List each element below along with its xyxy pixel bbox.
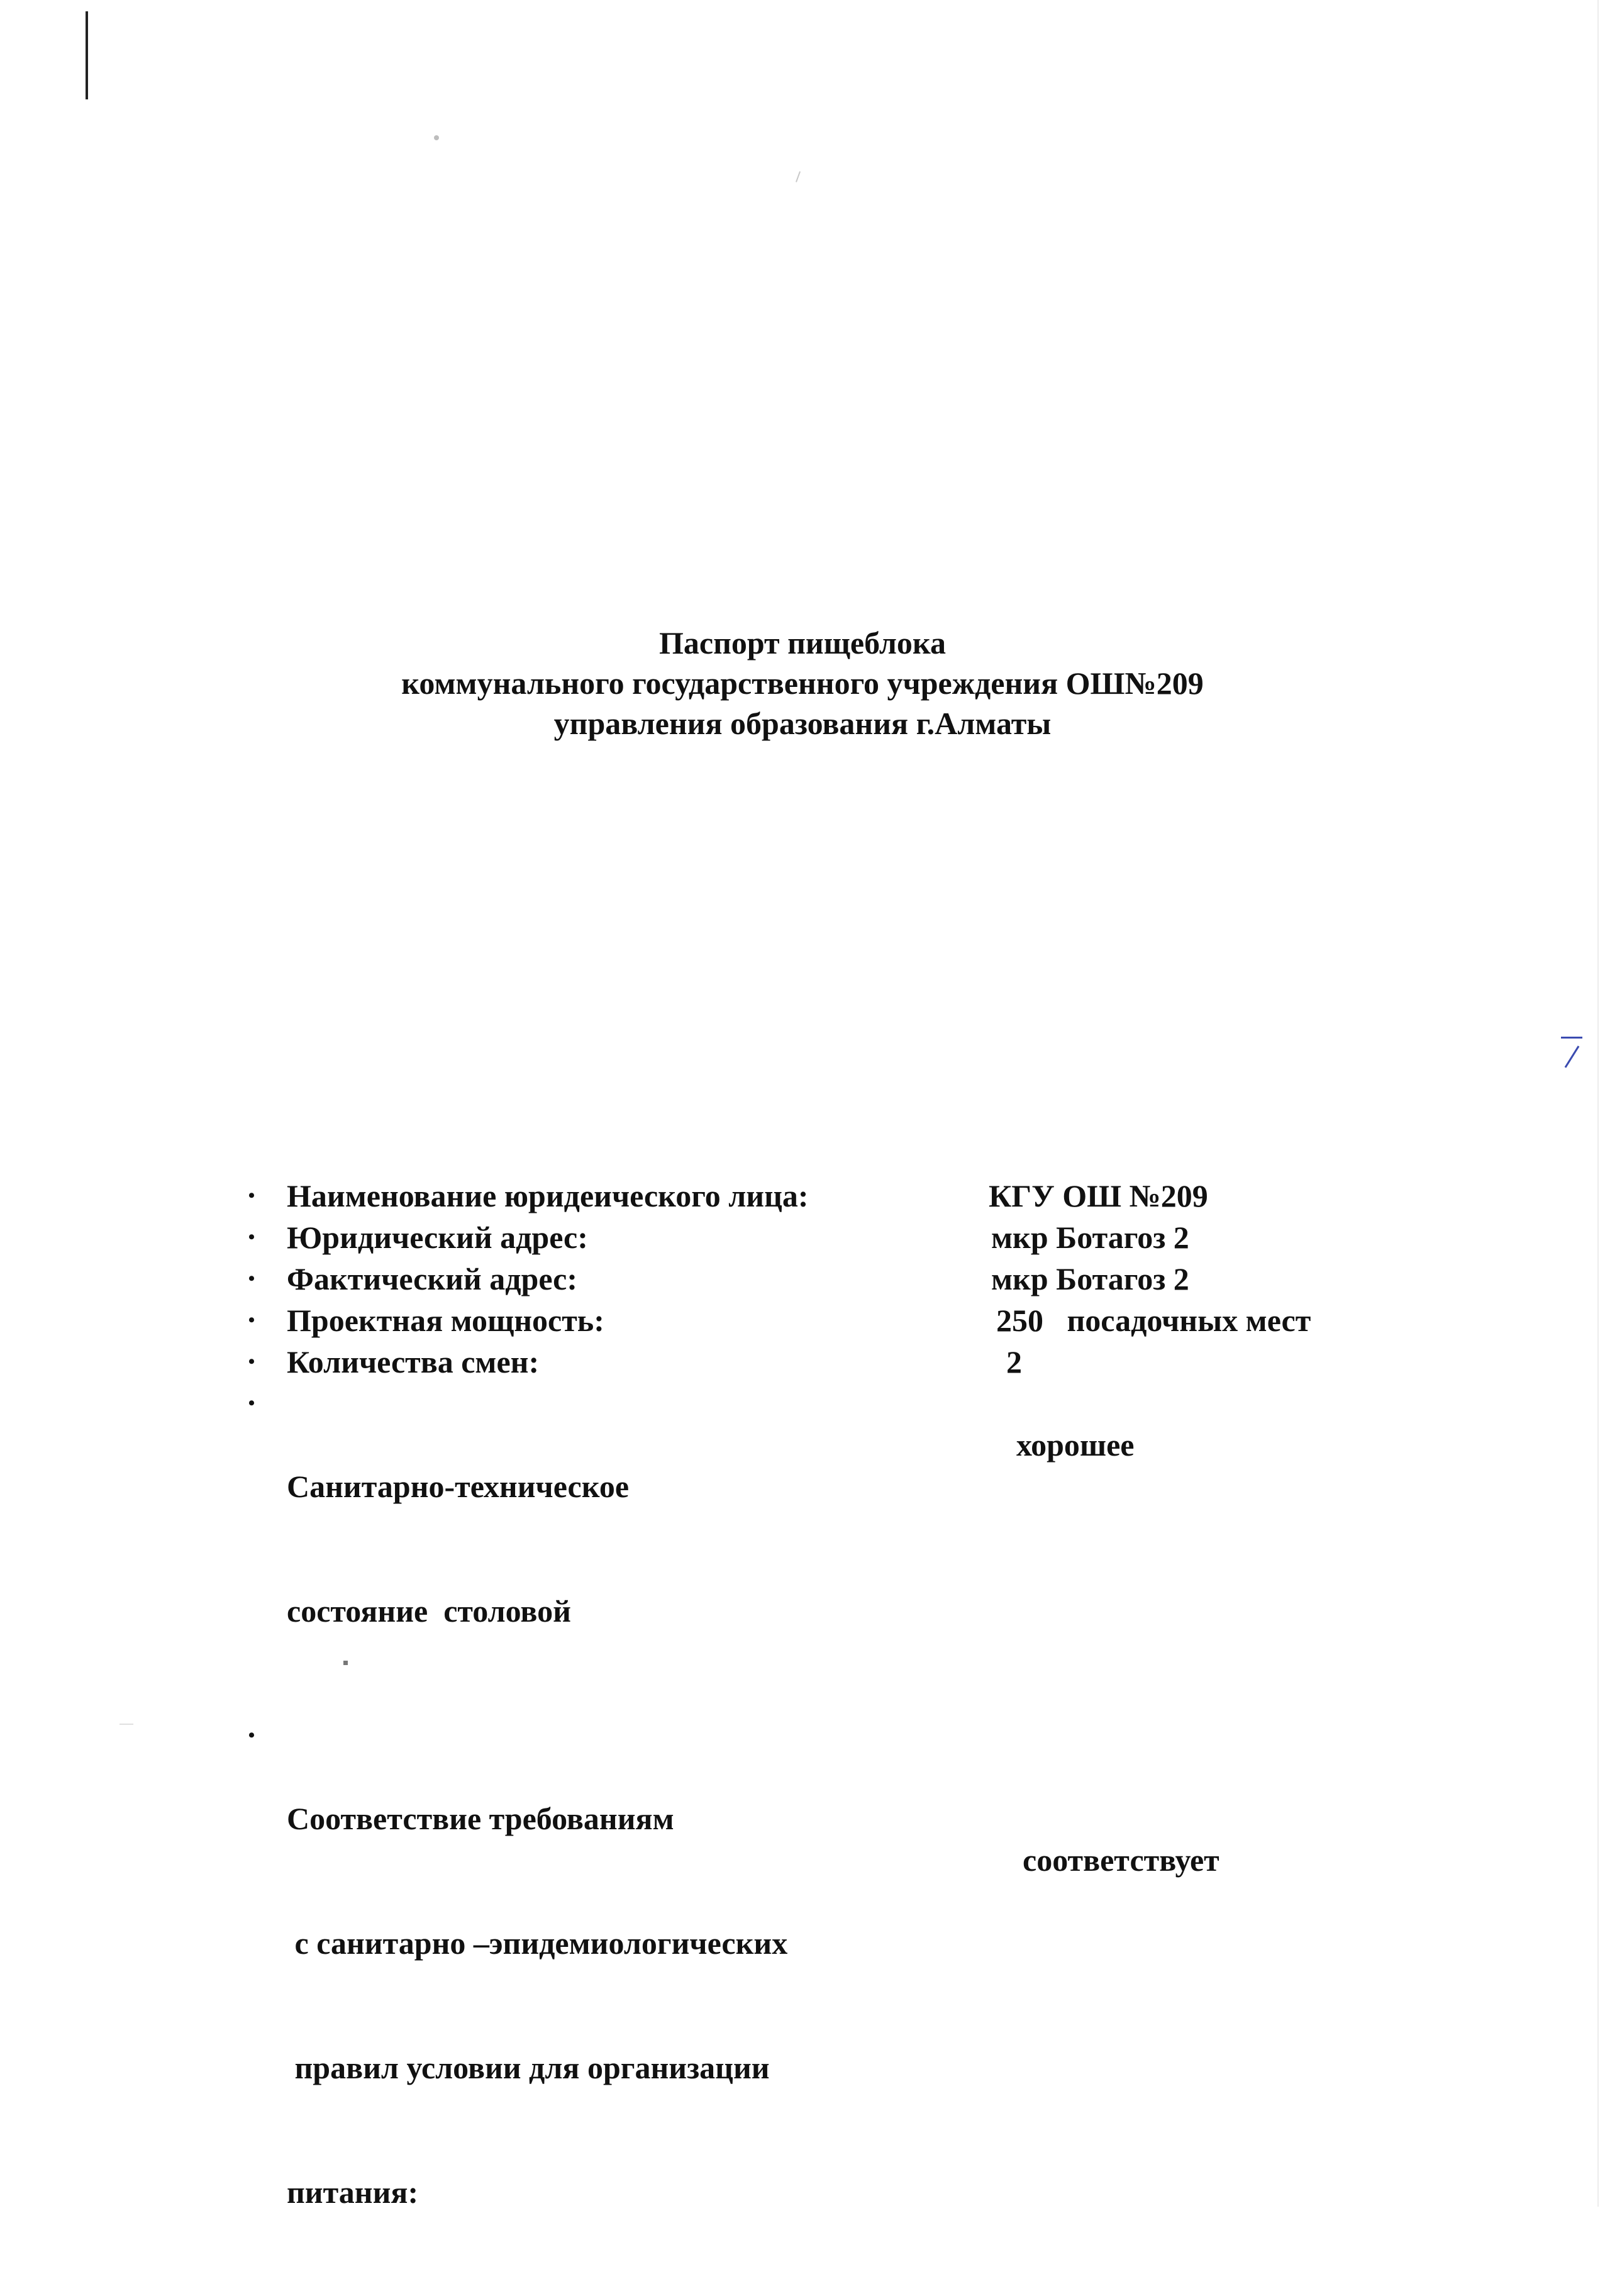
list-item — [239, 1715, 1497, 2296]
item-value: 2 — [1006, 1344, 1022, 1379]
item-label-line: состояние столовой — [287, 1593, 571, 1629]
list-item — [239, 1341, 1497, 1383]
item-label: Проектная мощность: — [287, 1303, 604, 1338]
list-item — [239, 1258, 1497, 1300]
scan-edge-line — [1597, 0, 1599, 2207]
item-label-line: питания: — [287, 2175, 419, 2210]
item-value: соответствует — [1023, 1842, 1219, 1878]
item-value: мкр Ботагоз 2 — [991, 1220, 1189, 1255]
scan-edge-mark — [86, 11, 88, 99]
item-value: КГУ ОШ №209 — [989, 1178, 1208, 1213]
scan-speck — [119, 1724, 133, 1725]
scan-speck — [434, 135, 439, 140]
item-label-line: с санитарно –эпидемиологических — [287, 1925, 788, 1961]
scan-speck — [796, 171, 801, 182]
list-item — [239, 1383, 1497, 1715]
list-item — [239, 1217, 1497, 1258]
pen-mark — [1565, 1045, 1580, 1068]
passport-items-list — [239, 1175, 1497, 2296]
bullet-icon: • — [248, 1185, 255, 1206]
list-item — [239, 1300, 1497, 1341]
item-label: Количества смен: — [287, 1344, 540, 1379]
item-label: Наименование юридеического лица: — [287, 1178, 809, 1213]
item-label — [287, 1383, 629, 1715]
item-value: мкр Ботагоз 2 — [991, 1261, 1189, 1296]
item-label-line: Санитарно-техническое — [287, 1469, 630, 1504]
bullet-icon: • — [248, 1310, 255, 1330]
item-label-line: правил условии для организации — [287, 2050, 770, 2085]
bullet-icon: • — [248, 1351, 255, 1372]
bullet-icon: • — [248, 1268, 255, 1289]
item-label-line: Соответствие требованиям — [287, 1801, 674, 1836]
item-label: Юридический адрес: — [287, 1220, 588, 1255]
bullet-icon: • — [248, 1393, 255, 1413]
item-label — [287, 1715, 787, 2296]
pen-mark — [1561, 1037, 1582, 1039]
bullet-icon: • — [248, 1227, 255, 1247]
item-value: хорошее — [1016, 1427, 1135, 1463]
title-line: управления образования г.Алматы — [553, 706, 1052, 741]
document-title — [0, 623, 1605, 744]
title-line: коммунального государственного учреждения ОШ№209 — [401, 666, 1204, 701]
title-line: Паспорт пищеблока — [659, 625, 946, 660]
item-value: 250 посадочных мест — [996, 1303, 1311, 1338]
item-label: Фактический адрес: — [287, 1261, 577, 1296]
list-item — [239, 1175, 1497, 1217]
bullet-icon: • — [248, 1725, 255, 1746]
